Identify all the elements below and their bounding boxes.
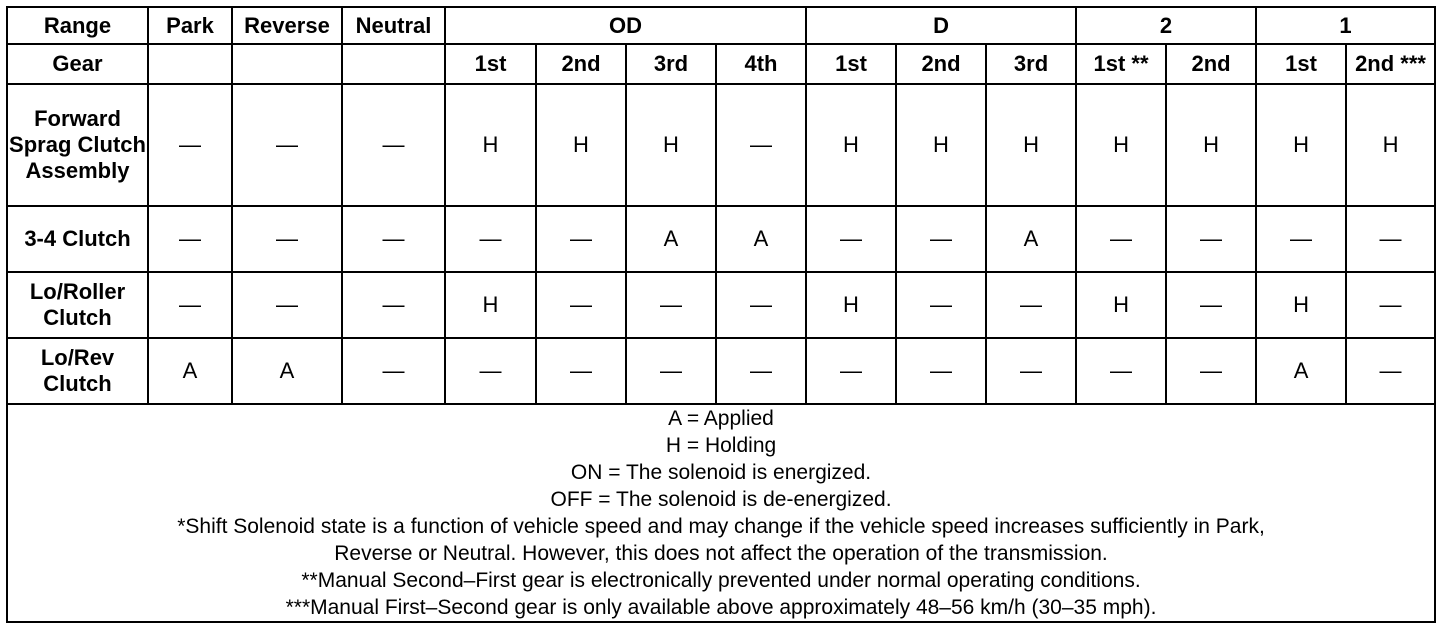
table-cell: H [986, 84, 1076, 206]
table-cell: — [806, 338, 896, 404]
gear-cell: 1st [1256, 44, 1346, 84]
table-cell: — [342, 206, 445, 272]
row-label-lo-roller-clutch: Lo/Roller Clutch [7, 272, 148, 338]
table-cell: H [806, 84, 896, 206]
table-cell: — [445, 206, 536, 272]
note-shift-solenoid-cont: Reverse or Neutral. However, this does not affect the operation of the transmission. [334, 542, 1108, 565]
table-cell: — [1166, 338, 1256, 404]
gear-label: Gear [7, 44, 148, 84]
table-cell: A [232, 338, 342, 404]
legend-notes-row [7, 404, 1435, 622]
table-cell: A [626, 206, 716, 272]
gear-cell: 1st [445, 44, 536, 84]
table-cell: — [896, 206, 986, 272]
gear-cell [148, 44, 232, 84]
table-cell: H [536, 84, 626, 206]
table-row [7, 272, 1435, 338]
table-cell: — [1076, 338, 1166, 404]
table-cell: — [1346, 206, 1435, 272]
table-row [7, 84, 1435, 206]
table-cell: A [148, 338, 232, 404]
row-label-forward-sprag: Forward Sprag Clutch Assembly [7, 84, 148, 206]
table-cell: H [626, 84, 716, 206]
table-cell: — [896, 338, 986, 404]
note-applied: A = Applied [668, 407, 774, 430]
table-row [7, 338, 1435, 404]
table-cell: — [716, 338, 806, 404]
range-label: Range [7, 7, 148, 44]
gear-cell: 3rd [626, 44, 716, 84]
table-cell: — [1166, 206, 1256, 272]
table-cell: — [626, 272, 716, 338]
row-label-3-4-clutch: 3-4 Clutch [7, 206, 148, 272]
table-cell: A [986, 206, 1076, 272]
note-on: ON = The solenoid is energized. [570, 461, 872, 484]
table-cell: — [148, 206, 232, 272]
clutch-application-chart [6, 6, 1436, 623]
note-manual-second-first: **Manual Second–First gear is electronically prevented under normal operating conditions. [301, 569, 1141, 592]
table-cell: — [232, 272, 342, 338]
table-cell: H [445, 84, 536, 206]
note-off: OFF = The solenoid is de-energized. [550, 488, 892, 511]
table-cell: — [806, 206, 896, 272]
gear-cell [342, 44, 445, 84]
gear-row [7, 44, 1435, 84]
table-cell: — [342, 272, 445, 338]
table-cell: H [806, 272, 896, 338]
range-od: OD [445, 7, 806, 44]
table-cell: A [1256, 338, 1346, 404]
table-cell: — [1256, 206, 1346, 272]
legend-notes [7, 404, 1435, 622]
table-cell: H [1256, 272, 1346, 338]
table-cell: H [445, 272, 536, 338]
note-holding: H = Holding [665, 434, 777, 457]
table-cell: H [1346, 84, 1435, 206]
clutch-table [6, 6, 1436, 623]
table-cell: — [536, 338, 626, 404]
table-cell: — [716, 272, 806, 338]
table-cell: — [445, 338, 536, 404]
range-d: D [806, 7, 1076, 44]
table-cell: — [232, 206, 342, 272]
range-neutral: Neutral [342, 7, 445, 44]
table-cell: — [986, 272, 1076, 338]
range-2: 2 [1076, 7, 1256, 44]
table-cell: — [896, 272, 986, 338]
table-cell: — [716, 84, 806, 206]
gear-cell: 2nd [896, 44, 986, 84]
table-cell: H [896, 84, 986, 206]
table-cell: — [1166, 272, 1256, 338]
range-1: 1 [1256, 7, 1435, 44]
range-header-row [7, 7, 1435, 44]
row-label-lo-rev-clutch: Lo/Rev Clutch [7, 338, 148, 404]
table-cell: H [1256, 84, 1346, 206]
table-cell: H [1076, 272, 1166, 338]
gear-cell: 1st ** [1076, 44, 1166, 84]
table-cell: H [1166, 84, 1256, 206]
table-cell: A [716, 206, 806, 272]
table-cell: — [536, 206, 626, 272]
gear-cell: 2nd [1166, 44, 1256, 84]
gear-cell: 4th [716, 44, 806, 84]
table-cell: — [1346, 272, 1435, 338]
table-cell: H [1076, 84, 1166, 206]
table-cell: — [536, 272, 626, 338]
table-cell: — [342, 338, 445, 404]
table-cell: — [148, 272, 232, 338]
table-cell: — [148, 84, 232, 206]
note-shift-solenoid: *Shift Solenoid state is a function of vehicle speed and may change if the vehicle speed increases sufficiently in Park, [177, 515, 1265, 538]
gear-cell: 3rd [986, 44, 1076, 84]
table-row [7, 206, 1435, 272]
range-park: Park [148, 7, 232, 44]
gear-cell: 1st [806, 44, 896, 84]
gear-cell: 2nd *** [1346, 44, 1435, 84]
gear-cell: 2nd [536, 44, 626, 84]
note-manual-first-second: ***Manual First–Second gear is only available above approximately 48–56 km/h (30–35 mph). [285, 596, 1157, 619]
table-cell: — [986, 338, 1076, 404]
table-cell: — [232, 84, 342, 206]
table-cell: — [1076, 206, 1166, 272]
table-cell: — [626, 338, 716, 404]
range-reverse: Reverse [232, 7, 342, 44]
gear-cell [232, 44, 342, 84]
table-cell: — [1346, 338, 1435, 404]
table-cell: — [342, 84, 445, 206]
